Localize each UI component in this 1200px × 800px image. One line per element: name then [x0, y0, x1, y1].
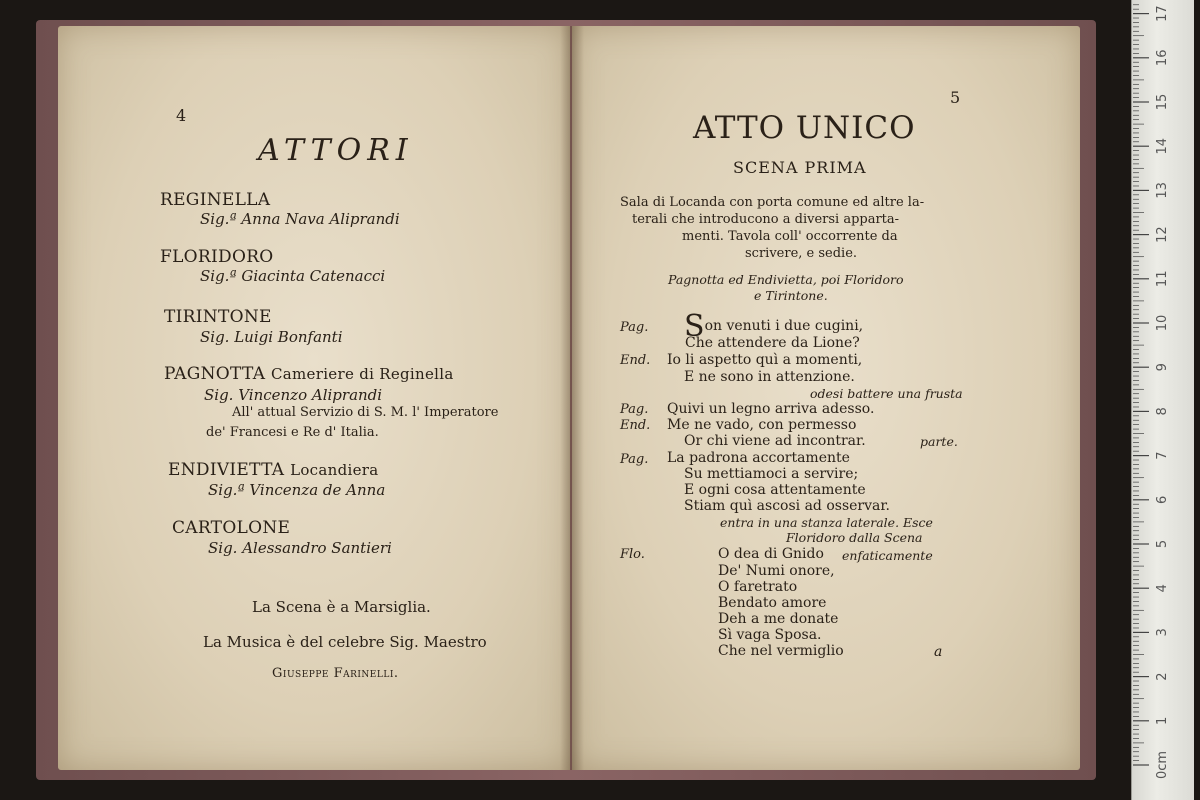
- cast-title: ATTORI: [258, 133, 414, 168]
- verse-line: Stiam quì ascosi ad osservar.: [684, 498, 890, 514]
- ruler-label: 7: [1155, 451, 1170, 460]
- role-name: CARTOLONE: [172, 518, 291, 538]
- ruler-label: 15: [1155, 93, 1170, 111]
- role-endivietta: [168, 460, 378, 480]
- service-note-line-1: All' attual Servizio di S. M. l' Imperatore: [232, 405, 499, 420]
- verse-line: Or chi viene ad incontrar.: [684, 433, 866, 449]
- speaker-label: Pag.: [620, 452, 649, 467]
- left-page-number: 4: [176, 106, 187, 125]
- ruler-label: 1: [1155, 716, 1170, 725]
- catchword: a: [934, 644, 943, 660]
- characters-line: Pagnotta ed Endivietta, poi Floridoro: [668, 272, 904, 287]
- speaker-label: End.: [620, 353, 651, 368]
- ruler-label: 2: [1155, 672, 1170, 681]
- verse-line: O faretrato: [718, 579, 798, 595]
- ruler-label: 4: [1155, 584, 1170, 593]
- act-title: ATTO UNICO: [693, 110, 916, 146]
- stage-direction: enfaticamente: [842, 548, 933, 563]
- setting-line: terali che introducono a diversi apparta-: [632, 212, 900, 227]
- verse-line: Io li aspetto quì a momenti,: [667, 352, 863, 368]
- verse-line: De' Numi onore,: [718, 563, 835, 579]
- verse-line: Su mettiamoci a servire;: [684, 466, 859, 482]
- verse-line: E ogni cosa attentamente: [684, 482, 866, 498]
- service-note-line-2: de' Francesi e Re d' Italia.: [206, 425, 379, 440]
- verse-line: Che attendere da Lione?: [685, 335, 860, 351]
- role-name: REGINELLA: [160, 190, 271, 210]
- verse-line: Bendato amore: [718, 595, 827, 611]
- verse-line: Quivi un legno arriva adesso.: [667, 401, 875, 417]
- ruler-label: 10: [1155, 314, 1170, 332]
- ruler-label: 0cm: [1155, 750, 1170, 780]
- ruler-label: 3: [1155, 628, 1170, 637]
- drop-cap: S: [684, 309, 705, 344]
- ruler-label: 17: [1155, 5, 1170, 22]
- right-page-number: 5: [950, 88, 961, 107]
- actor-endivietta: Sig.ª Vincenza de Anna: [208, 481, 386, 499]
- role-description: Locandiera: [290, 461, 379, 479]
- characters-line: e Tirintone.: [754, 288, 828, 303]
- speaker-label: Pag.: [620, 402, 649, 417]
- ruler-label: 16: [1155, 49, 1170, 67]
- ruler-label: 14: [1155, 137, 1170, 155]
- stage-direction: entra in una stanza laterale. Esce: [720, 515, 933, 530]
- setting-line: Sala di Locanda con porta comune ed altre la-: [620, 195, 925, 210]
- ruler-scale: [1132, 0, 1194, 800]
- ruler-label: 5: [1155, 539, 1170, 549]
- music-credit: La Musica è del celebre Sig. Maestro: [203, 633, 487, 651]
- speaker-label: Flo.: [620, 547, 645, 562]
- role-description: Cameriere di Reginella: [271, 365, 454, 383]
- scene-title: SCENA PRIMA: [733, 158, 867, 177]
- actor-tirintone: Sig. Luigi Bonfanti: [200, 328, 343, 346]
- ruler-label: 12: [1155, 226, 1170, 243]
- role-cartolone: [172, 518, 290, 538]
- verse-line: Me ne vado, con permesso: [667, 417, 857, 433]
- role-pagnotta: [164, 364, 454, 384]
- verse-text: on venuti i due cugini,: [704, 318, 864, 334]
- verse-line: La padrona accortamente: [667, 450, 850, 466]
- verse-line: Deh a me donate: [718, 611, 839, 627]
- role-floridoro: [160, 247, 274, 267]
- verse-line: Sì vaga Sposa.: [718, 627, 822, 643]
- stage-direction: odesi battere una frusta: [810, 386, 963, 401]
- role-name: PAGNOTTA: [164, 364, 266, 384]
- speaker-label: Pag.: [620, 320, 649, 335]
- role-name: ENDIVIETTA: [168, 460, 285, 480]
- actor-pagnotta: Sig. Vincenzo Aliprandi: [204, 386, 383, 404]
- actor-floridoro: Sig.ª Giacinta Catenacci: [200, 267, 386, 285]
- ruler-label: 13: [1155, 182, 1170, 199]
- ruler-label: 9: [1155, 363, 1170, 372]
- composer-name: Giuseppe Farinelli.: [272, 666, 399, 681]
- setting-line: menti. Tavola coll' occorrente da: [682, 229, 898, 244]
- book-gutter: [560, 26, 584, 770]
- role-name: TIRINTONE: [164, 307, 272, 327]
- ruler-label: 8: [1155, 407, 1170, 416]
- speaker-label: End.: [620, 418, 651, 433]
- role-tirintone: [164, 307, 272, 327]
- stage-direction: parte.: [920, 434, 958, 449]
- stage-direction: Floridoro dalla Scena: [786, 530, 923, 545]
- actor-cartolone: Sig. Alessandro Santieri: [208, 539, 392, 557]
- role-reginella: [160, 190, 270, 210]
- ruler-label: 6: [1155, 495, 1170, 504]
- setting-line: scrivere, e sedie.: [745, 246, 858, 261]
- verse-line: Che nel vermiglio: [718, 643, 844, 659]
- scene-location: La Scena è a Marsiglia.: [252, 598, 431, 616]
- verse-line: O dea di Gnido: [718, 546, 824, 562]
- measuring-ruler: [1131, 0, 1194, 800]
- verse-line: E ne sono in attenzione.: [684, 369, 855, 385]
- actor-reginella: Sig.ª Anna Nava Aliprandi: [200, 210, 400, 228]
- ruler-label: 11: [1155, 270, 1170, 288]
- role-name: FLORIDORO: [160, 247, 274, 267]
